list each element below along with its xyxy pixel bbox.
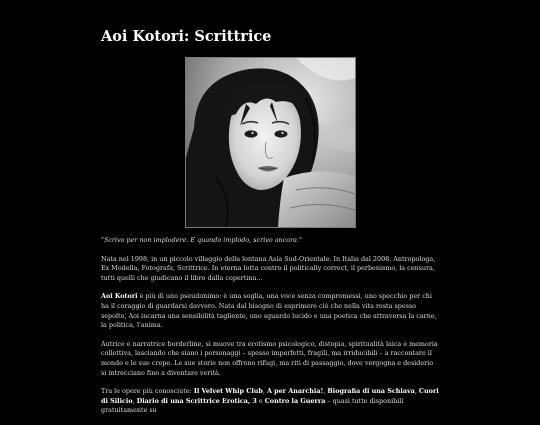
works-separator: , xyxy=(414,387,419,396)
bio-quote: "Scrivo per non implodere. E quando implodo, scrivo ancora." xyxy=(101,236,302,244)
works-intro: Tra le opere più conosciute: xyxy=(101,387,194,396)
works-tail: – quasi tutte disponibili gratuitamente su xyxy=(101,396,404,415)
biography-text xyxy=(101,236,439,425)
bio-paragraph-works xyxy=(101,387,439,416)
work-title: Il Velvet Whip Club xyxy=(193,387,263,396)
works-separator: , xyxy=(262,387,267,396)
works-separator: e xyxy=(256,396,265,405)
bio-paragraph-style: Autrice e narratrice borderline, si muove tra erotismo psicologico, distopia, spiritualità laica e memoria collettiva, lasciando che siano i personaggi – spesso imperfetti, fragili, ma irriducibili – a raccontare il mondo e le sue crepe. Le sue storie non offrono rifugi, ma riti di passaggio, dove vergogna e desiderio si intrecciano fino a diventare verità. xyxy=(101,339,438,377)
main-content xyxy=(101,0,439,415)
work-title: Diario di una Scrittrice Erotica, 3 xyxy=(136,396,257,405)
work-title: Biografia di una Schiava xyxy=(327,387,415,396)
work-title: Contro la Guerra xyxy=(264,396,326,405)
works-separator: , xyxy=(132,396,137,405)
bio-paragraph-pseudonym xyxy=(101,292,439,330)
bio-paragraph-origin: Nata nel 1998, in un piccolo villaggio della lontana Asia Sud-Orientale. In Italia dal 2008. Antropologa, Ex Modella, Fotografa, Scrittrice. In eterna lotta contro il politically correct, il perbenismo, la censura, tutti quelli che giudicano il libro dalla copertina… xyxy=(101,254,436,282)
author-name: Aoi Kotori xyxy=(101,292,138,301)
work-title: A per Anarchia! xyxy=(266,387,324,396)
page-title: Aoi Kotori: Scrittrice xyxy=(101,28,272,45)
bio-paragraph-pseudonym-text: è più di uno pseudonimo: è una soglia, una voce senza compromessi, uno specchio per chi ha il coraggio di guardarsi davvero. Nata dal bisogno di esprimere ciò che nella vita resta spesso sepolto, Aoi incarna una sensibilità tagliente, uno sguardo lucido e una poetica che attraversa la carne, la politica, l'anima. xyxy=(101,292,437,330)
works-separator: , xyxy=(323,387,328,396)
profile-photo xyxy=(185,57,356,228)
work-title: Cuori di Silicio xyxy=(101,387,439,405)
portrait-photo-icon xyxy=(186,58,355,227)
